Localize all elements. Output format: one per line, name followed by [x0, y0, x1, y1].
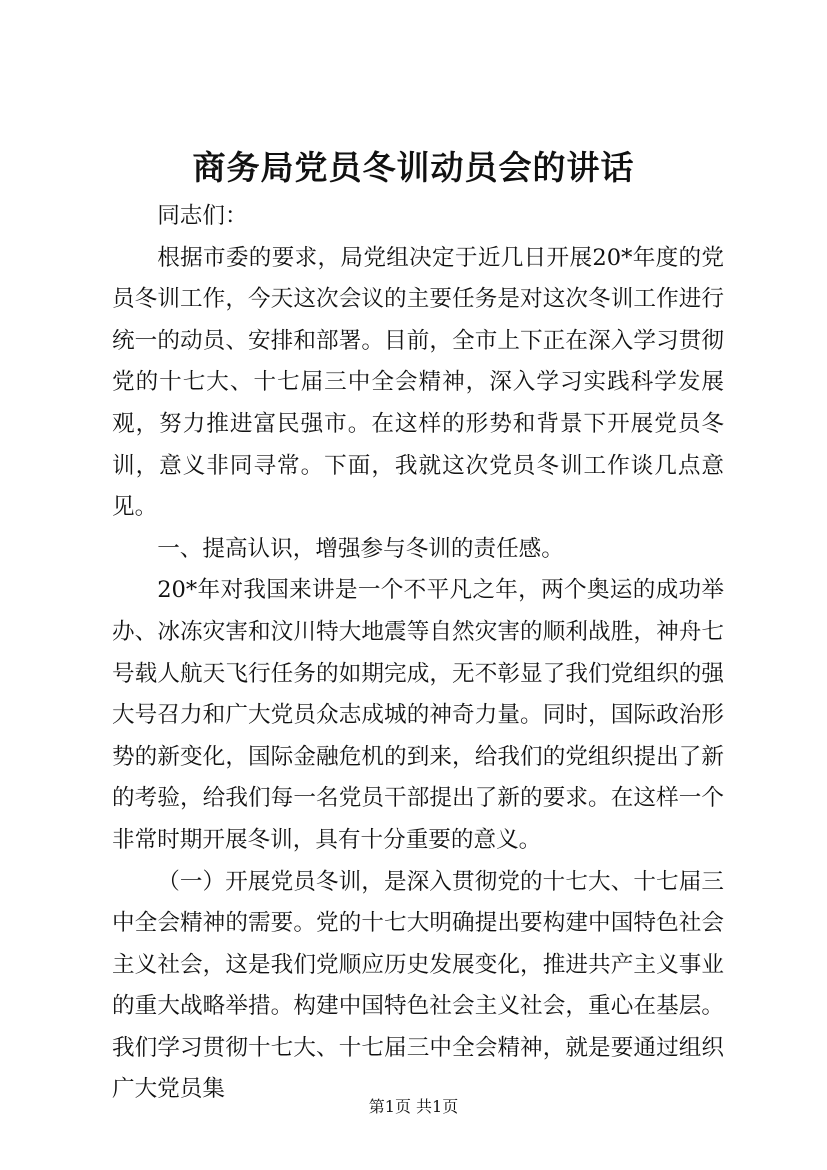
body-paragraph: 20*年对我国来讲是一个不平凡之年，两个奥运的成功举办、冰冻灾害和汶川特大地震等自然灾害的顺利战胜，神舟七号载人航天飞行任务的如期完成，无不彰显了我们党组织的强大号召力和广大党员众志成城的神奇力量。同时，国际政治形势的新变化，国际金融危机的到来，给我们的党组织提出了新的考验，给我们每一名党员干部提出了新的要求。在这样一个非常时期开展冬训，具有十分重要的意义。: [112, 577, 724, 853]
subsection-paragraph-1: （一）开展党员冬训，是深入贯彻党的十七大、十七届三中全会精神的需要。党的十七大明确提出要构建中国特色社会主义社会，这是我们党顺应历史发展变化，推进共产主义事业的重大战略举措。构建中国特色社会主义社会，重心在基层。我们学习贯彻十七大、十七届三中全会精神，就是要通过组织广大党员集: [112, 868, 724, 1103]
page-number-footer: 第1页 共1页: [368, 1097, 459, 1116]
intro-paragraph: 根据市委的要求，局党组决定于近几日开展20*年度的党员冬训工作，今天这次会议的主要任务是对这次冬训工作进行统一的动员、安排和部署。目前，全市上下正在深入学习贯彻党的十七大、十七届三中全会精神，深入学习实践科学发展观，努力推进富民强市。在这样的形势和背景下开展党员冬训，意义非同寻常。下面，我就这次党员冬训工作谈几点意见。: [112, 244, 724, 521]
document-title: 商务局党员冬训动员会的讲话: [192, 148, 635, 187]
salutation-paragraph: 同志们：: [157, 203, 248, 229]
document-body: [112, 196, 724, 1111]
section-heading-1: 一、提高认识，增强参与冬训的责任感。: [157, 535, 564, 562]
